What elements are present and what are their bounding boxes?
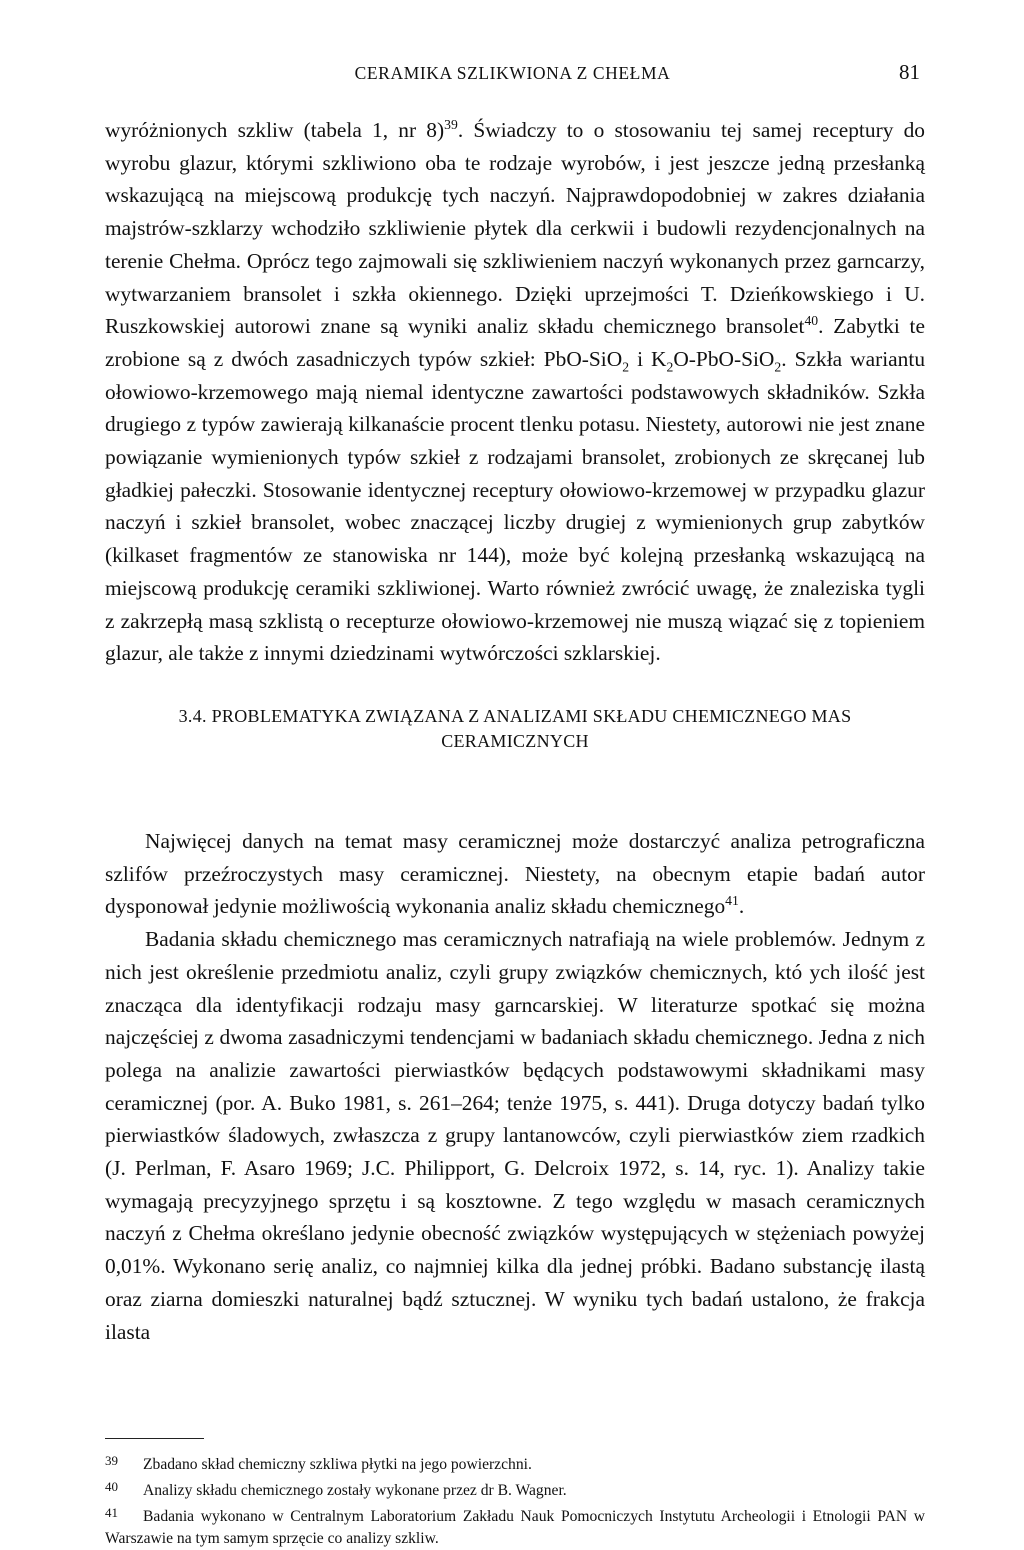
footnote-ref-39: 39: [444, 116, 458, 132]
paragraph-2: [105, 825, 925, 923]
footnote-ref-40: 40: [804, 313, 819, 329]
subscript-2: 2: [666, 359, 674, 375]
body-text-lower: [105, 825, 925, 1348]
subscript-2: 2: [774, 359, 782, 375]
paragraph-2-text-a: Najwięcej danych na temat masy ceramicznej może dostarczyć analiza petrograficzna szlifów przeźroczystych masy ceramicznej. Niestety, na obecnym etapie badań autor dysponował jedynie możliwością wykonania analiz składu chemicznego: [105, 829, 925, 919]
footnote-text: Analizy składu chemicznego zostały wykonane przez dr B. Wagner.: [143, 1482, 567, 1499]
footnote-ref-41: 41: [725, 893, 739, 909]
page-number: 81: [899, 60, 920, 84]
body-text-upper: [105, 114, 925, 670]
footnote-39: [105, 1450, 925, 1476]
page-header: [105, 60, 920, 90]
footnote-41: [105, 1502, 925, 1550]
footnote-number: 40: [105, 1479, 118, 1494]
footnote-text: Zbadano skład chemiczny szkliwa płytki na jego powierzchni.: [143, 1456, 532, 1473]
footnote-40: [105, 1476, 925, 1502]
paragraph-1: [105, 114, 925, 670]
paragraph-1-text-f: . Szkła wariantu ołowiowo-krzemowego mają niemal identyczne zawartości podstawowych składników. Szkła drugiego z typów zawierają kilkanaście procent tlenku potasu. Niestety, autorowi nie jest znane powiązanie wymienionych typów szkieł z rodzajami bransolet, zrobionych ze skręcanej lub gładkiej pałeczki. Stosowanie identycznej receptury ołowiowo-krzemowej w przypadku glazur naczyń i szkieł bransolet, wobec znaczącej liczby drugiej z wymienionych grup zabytków (kilkaset fragmentów ze stanowiska nr 144), może być kolejną przesłanką wskazującą na miejscową produkcję ceramiki szkliwionej. Warto również zwrócić uwagę, że znaleziska tygli z zakrzepłą masą szklistą o recepturze ołowiowo-krzemowej nie muszą wiązać się z topieniem glazur, ale także z innymi dziedzinami wytwórczości szklarskiej.: [105, 346, 926, 666]
footnote-number: 41: [105, 1505, 118, 1520]
paragraph-1-text-b: . Świadczy to o stosowaniu tej samej receptury do wyrobu glazur, którymi szkliwiono oba te rodzaje wyrobów, i jest jeszcze jedną przesłanką wskazującą na miejscową produkcję tych naczyń. Najprawdopodobniej w zakres działania majstrów-szklarzy wchodziło szkliwienie płytek dla cerkwii i budowli rezydencjonalnych na terenie Chełma. Oprócz tego zajmowali się szkliwieniem naczyń wykonanych przez garncarzy, wytwarzaniem bransolet i szkła okiennego. Dzięki uprzejmości T. Dzieńkowskiego i U. Ruszkowskiej autorowi znane są wyniki analiz składu chemicznego bransolet: [105, 118, 925, 339]
paragraph-1-text-e: O-PbO-SiO: [673, 346, 775, 371]
footnotes: [105, 1450, 925, 1550]
footnote-separator: [105, 1438, 204, 1439]
footnote-text: Badania wykonano w Centralnym Laboratorium Zakładu Nauk Pomocniczych Instytutu Archeologii i Etnologii PAN w Warszawie na tym samym sprzęcie co analizy szkliw.: [105, 1508, 925, 1547]
paragraph-1-text-d: i K: [629, 346, 667, 371]
subscript-2: 2: [622, 359, 630, 375]
footnote-number: 39: [105, 1453, 118, 1468]
paragraph-3: Badania składu chemicznego mas ceramicznych natrafiają na wiele problemów. Jednym z nich jest określenie przedmiotu analiz, czyli grupy związków chemicznych, któ ych ilość jest znacząca dla identyfikacji rodzaju masy garncarskiej. W literaturze spotkać się można najczęściej z dwoma zasadniczymi tendencjami w badaniach składu chemicznego. Jedna z nich polega na analizie zawartości pierwiastków będących podstawowymi składnikami masy ceramicznej (por. A. Buko 1981, s. 261–264; tenże 1975, s. 441). Druga dotyczy badań tylko pierwiastków śladowych, zwłaszcza z grupy lantanowców, czyli pierwiastków ziem rzadkich (J. Perlman, F. Asaro 1969; J.C. Philipport, G. Delcroix 1972, s. 14, ryc. 1). Analizy takie wymagają precyzyjnego sprzętu i są kosztowne. Z tego względu w masach ceramicznych naczyń z Chełma określano jedynie obecność związków występujących w stężeniach powyżej 0,01%. Wykonano serię analiz, co najmniej kilka dla jednej próbki. Badano substancję ilastą oraz ziarna domieszki naturalnej bądź sztucznej. W wyniku tych badań ustalono, że frakcja ilasta: [105, 927, 925, 1344]
section-heading: 3.4. PROBLEMATYKA ZWIĄZANA Z ANALIZAMI SKŁADU CHEMICZNEGO MAS CERAMICZNYCH: [178, 706, 852, 751]
running-head: CERAMIKA SZLIKWIONA Z CHEŁMA: [354, 63, 671, 83]
paragraph-1-text-a: wyróżnionych szkliw (tabela 1, nr 8): [105, 118, 445, 142]
paragraph-1-text-c: . Zabytki te zrobione są z dwóch zasadniczych typów szkieł: PbO-SiO: [105, 314, 925, 371]
paragraph-2-text-b: .: [738, 894, 745, 919]
